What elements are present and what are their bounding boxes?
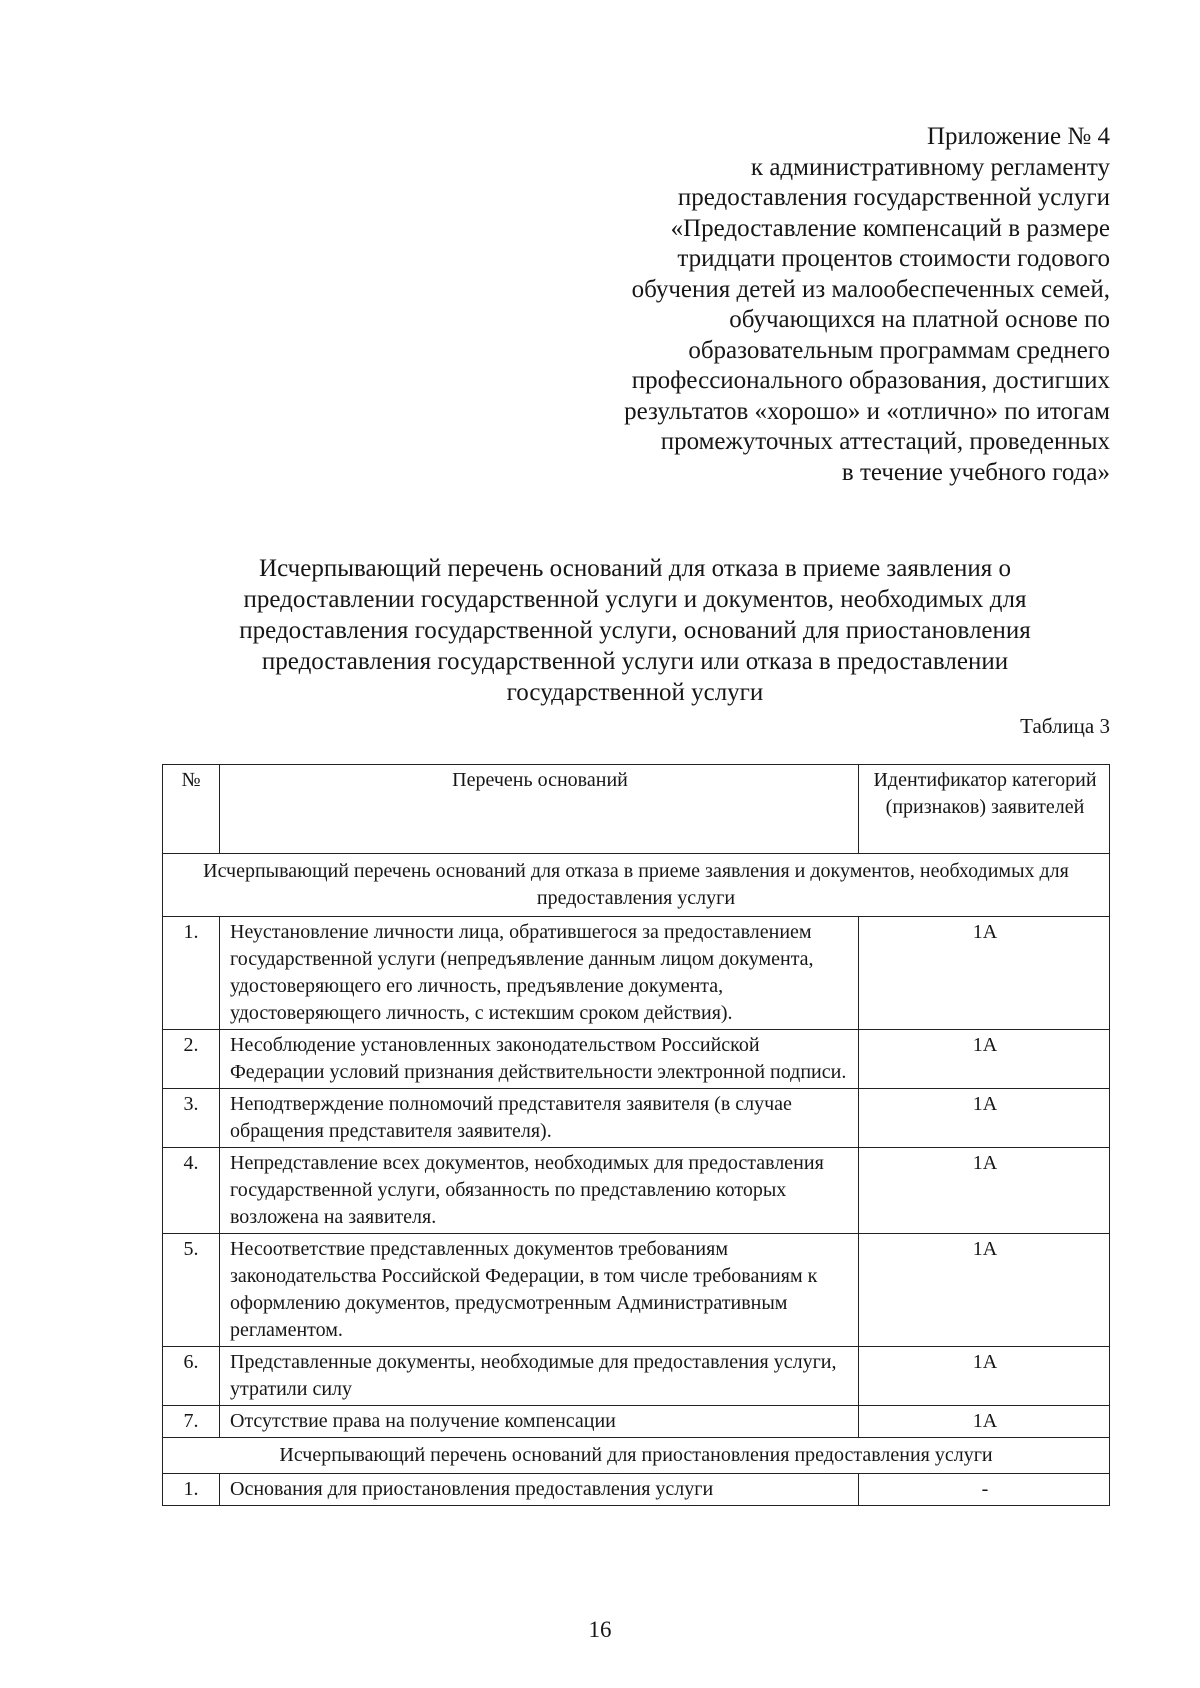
row-number: 1. (163, 917, 220, 1030)
appendix-line: промежуточных аттестаций, проведенных (660, 428, 1110, 455)
title-line: государственной услуги (506, 679, 764, 706)
title-line: Исчерпывающий перечень оснований для отказа в приеме заявления о (259, 555, 1011, 582)
appendix-line: обучения детей из малообеспеченных семей, (631, 275, 1110, 303)
table-row (163, 1030, 1110, 1089)
table-row (163, 1347, 1110, 1406)
appendix-line: Приложение № 4 (926, 123, 1110, 150)
section-row (163, 1438, 1110, 1474)
section-heading-refusal: Исчерпывающий перечень оснований для отказа в приеме заявления и документов, необходимых для предоставления услуги (163, 854, 1110, 917)
section-row (163, 854, 1110, 917)
table-row (163, 1234, 1110, 1347)
row-reason: Непредставление всех документов, необходимых для предоставления государственной услуги, обязанность по представлению которых возложена на заявителя. (220, 1148, 859, 1234)
grounds-table (162, 764, 1110, 1506)
row-reason: Несоблюдение установленных законодательством Российской Федерации условий признания действительности электронной подписи. (220, 1030, 859, 1089)
row-number: 2. (163, 1030, 220, 1089)
row-number: 5. (163, 1234, 220, 1347)
header-number: № (163, 765, 220, 854)
table-header-row (163, 765, 1110, 854)
document-title (150, 553, 1120, 708)
row-identifier: - (859, 1474, 1110, 1506)
row-reason: Представленные документы, необходимые для предоставления услуги, утратили силу (220, 1347, 859, 1406)
appendix-line: в течение учебного года» (841, 458, 1110, 486)
row-identifier: 1А (859, 1406, 1110, 1438)
table-row (163, 1148, 1110, 1234)
table-row (163, 917, 1110, 1030)
section-heading-suspension: Исчерпывающий перечень оснований для приостановления предоставления услуги (163, 1438, 1110, 1474)
row-number: 3. (163, 1089, 220, 1148)
table-row (163, 1089, 1110, 1148)
appendix-line: предоставления государственной услуги (677, 184, 1110, 211)
row-reason: Основания для приостановления предоставления услуги (220, 1474, 859, 1506)
header-identifier: Идентификатор категорий (признаков) заявителей (859, 765, 1110, 854)
row-identifier: 1А (859, 1234, 1110, 1347)
row-identifier: 1А (859, 1030, 1110, 1089)
row-identifier: 1А (859, 1347, 1110, 1406)
table-row (163, 1406, 1110, 1438)
appendix-line: образовательным программам среднего (688, 336, 1110, 364)
row-reason: Неустановление личности лица, обратившегося за предоставлением государственной услуги (непредъявление данным лицом документа, удостоверяющего его личность, предъявление документа, удостоверяющего личность, с истекшим сроком действия). (220, 917, 859, 1030)
table-caption: Таблица 3 (1020, 714, 1110, 738)
row-identifier: 1А (859, 1148, 1110, 1234)
appendix-line: результатов «хорошо» и «отлично» по итогам (624, 397, 1110, 425)
header-reasons: Перечень оснований (220, 765, 859, 854)
title-line: предоставления государственной услуги, оснований для приостановления (239, 617, 1031, 644)
row-reason: Несоответствие представленных документов требованиям законодательства Российской Федерации, в том числе требованиям к оформлению документов, предусмотренным Административным регламентом. (220, 1234, 859, 1347)
appendix-header (390, 122, 1110, 488)
appendix-line: «Предоставление компенсаций в размере (670, 214, 1110, 242)
appendix-line: тридцати процентов стоимости годового (677, 245, 1110, 272)
row-number: 4. (163, 1148, 220, 1234)
appendix-line: обучающихся на платной основе по (729, 306, 1110, 333)
appendix-line: к административному регламенту (750, 153, 1110, 181)
row-reason: Неподтверждение полномочий представителя заявителя (в случае обращения представителя заявителя). (220, 1089, 859, 1148)
appendix-line: профессионального образования, достигших (631, 367, 1110, 394)
row-number: 1. (163, 1474, 220, 1506)
row-identifier: 1А (859, 917, 1110, 1030)
table-row (163, 1474, 1110, 1506)
row-reason: Отсутствие права на получение компенсации (220, 1406, 859, 1438)
row-number: 7. (163, 1406, 220, 1438)
row-number: 6. (163, 1347, 220, 1406)
title-line: предоставления государственной услуги или отказа в предоставлении (261, 648, 1009, 675)
title-line: предоставлении государственной услуги и документов, необходимых для (243, 586, 1027, 613)
row-identifier: 1А (859, 1089, 1110, 1148)
page-number: 16 (588, 1617, 612, 1642)
